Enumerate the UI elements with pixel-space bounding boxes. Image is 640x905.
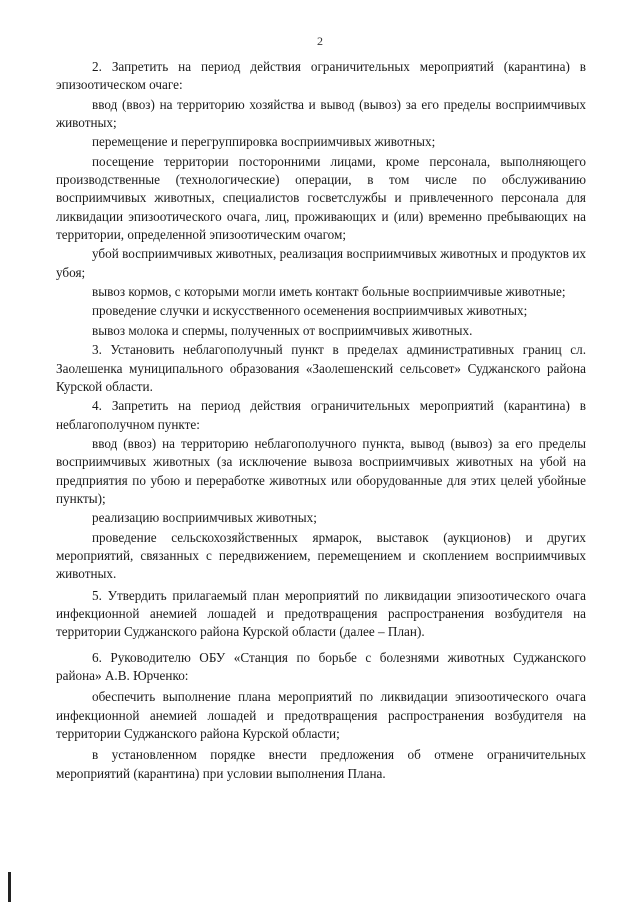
- paragraph-clause-6-item-1: обеспечить выполнение плана мероприятий по ликвидации эпизоотического очага инфекционной анемией лошадей и предотвращения распространения возбудителя на территории Суджанского района Курской области;: [56, 689, 586, 742]
- paragraph-clause-5: 5. Утвердить прилагаемый план мероприятий по ликвидации эпизоотического очага инфекционной анемией лошадей и предотвращения распространения возбудителя на территории Суджанского района Курской области (далее – План).: [56, 587, 586, 640]
- paragraph-clause-3: 3. Установить неблагополучный пункт в пределах административных границ сл. Заолешенка муниципального образования «Заолешенский сельсовет» Суджанского района Курской области.: [56, 342, 586, 394]
- paragraph-clause-2-item-3: посещение территории посторонними лицами, кроме персонала, выполняющего производственные (технологические) операции, в том числе по обслуживанию восприимчивых животных, специалистов госветслужбы и привлеченного персонала для ликвидации эпизоотического очага, лиц, проживающих и (или) временно пребывающих на территории, определенной эпизоотическим очагом;: [56, 153, 586, 243]
- paragraph-clause-4-item-2: реализацию восприимчивых животных;: [92, 510, 317, 526]
- paragraph-clause-2: 2. Запретить на период действия ограничительных мероприятий (карантина) в эпизоотическом очаге:: [56, 59, 586, 93]
- paragraph-clause-2-item-5: вывоз кормов, с которыми могли иметь контакт больные восприимчивые животные;: [92, 284, 566, 300]
- paragraph-clause-4-item-3: проведение сельскохозяйственных ярмарок, выставок (аукционов) и других мероприятий, связанных с передвижением, перемещением и скоплением восприимчивых животных.: [56, 529, 586, 582]
- paragraph-clause-2-item-7: вывоз молока и спермы, полученных от восприимчивых животных.: [92, 322, 473, 338]
- paragraph-clause-4: 4. Запретить на период действия ограничительных мероприятий (карантина) в неблагополучном пункте:: [56, 398, 586, 432]
- paragraph-clause-6: 6. Руководителю ОБУ «Станция по борьбе с болезнями животных Суджанского района» А.В. Юрченко:: [56, 649, 586, 683]
- paragraph-clause-2-item-6: проведение случки и искусственного осеменения восприимчивых животных;: [92, 303, 528, 319]
- paragraph-clause-2-item-4: убой восприимчивых животных, реализация восприимчивых животных и продуктов их убоя;: [56, 246, 586, 280]
- scan-edge-mark: [8, 872, 11, 902]
- paragraph-clause-6-item-2: в установленном порядке внести предложения об отмене ограничительных мероприятий (карантина) при условии выполнения Плана.: [56, 747, 586, 781]
- document-body: [56, 58, 586, 783]
- paragraph-clause-2-item-2: перемещение и перегруппировка восприимчивых животных;: [92, 134, 436, 150]
- paragraph-clause-4-item-1: ввод (ввоз) на территорию неблагополучного пункта, вывод (вывоз) за его пределы восприимчивых животных (за исключение вывоза восприимчивых животных на убой на предприятия по убою и переработке животных или оборудованные для этих целей убойные пункты);: [56, 435, 586, 506]
- paragraph-clause-2-item-1: ввод (ввоз) на территорию хозяйства и вывод (вывоз) за его пределы восприимчивых животных;: [56, 96, 586, 131]
- page-number: 2: [317, 34, 323, 48]
